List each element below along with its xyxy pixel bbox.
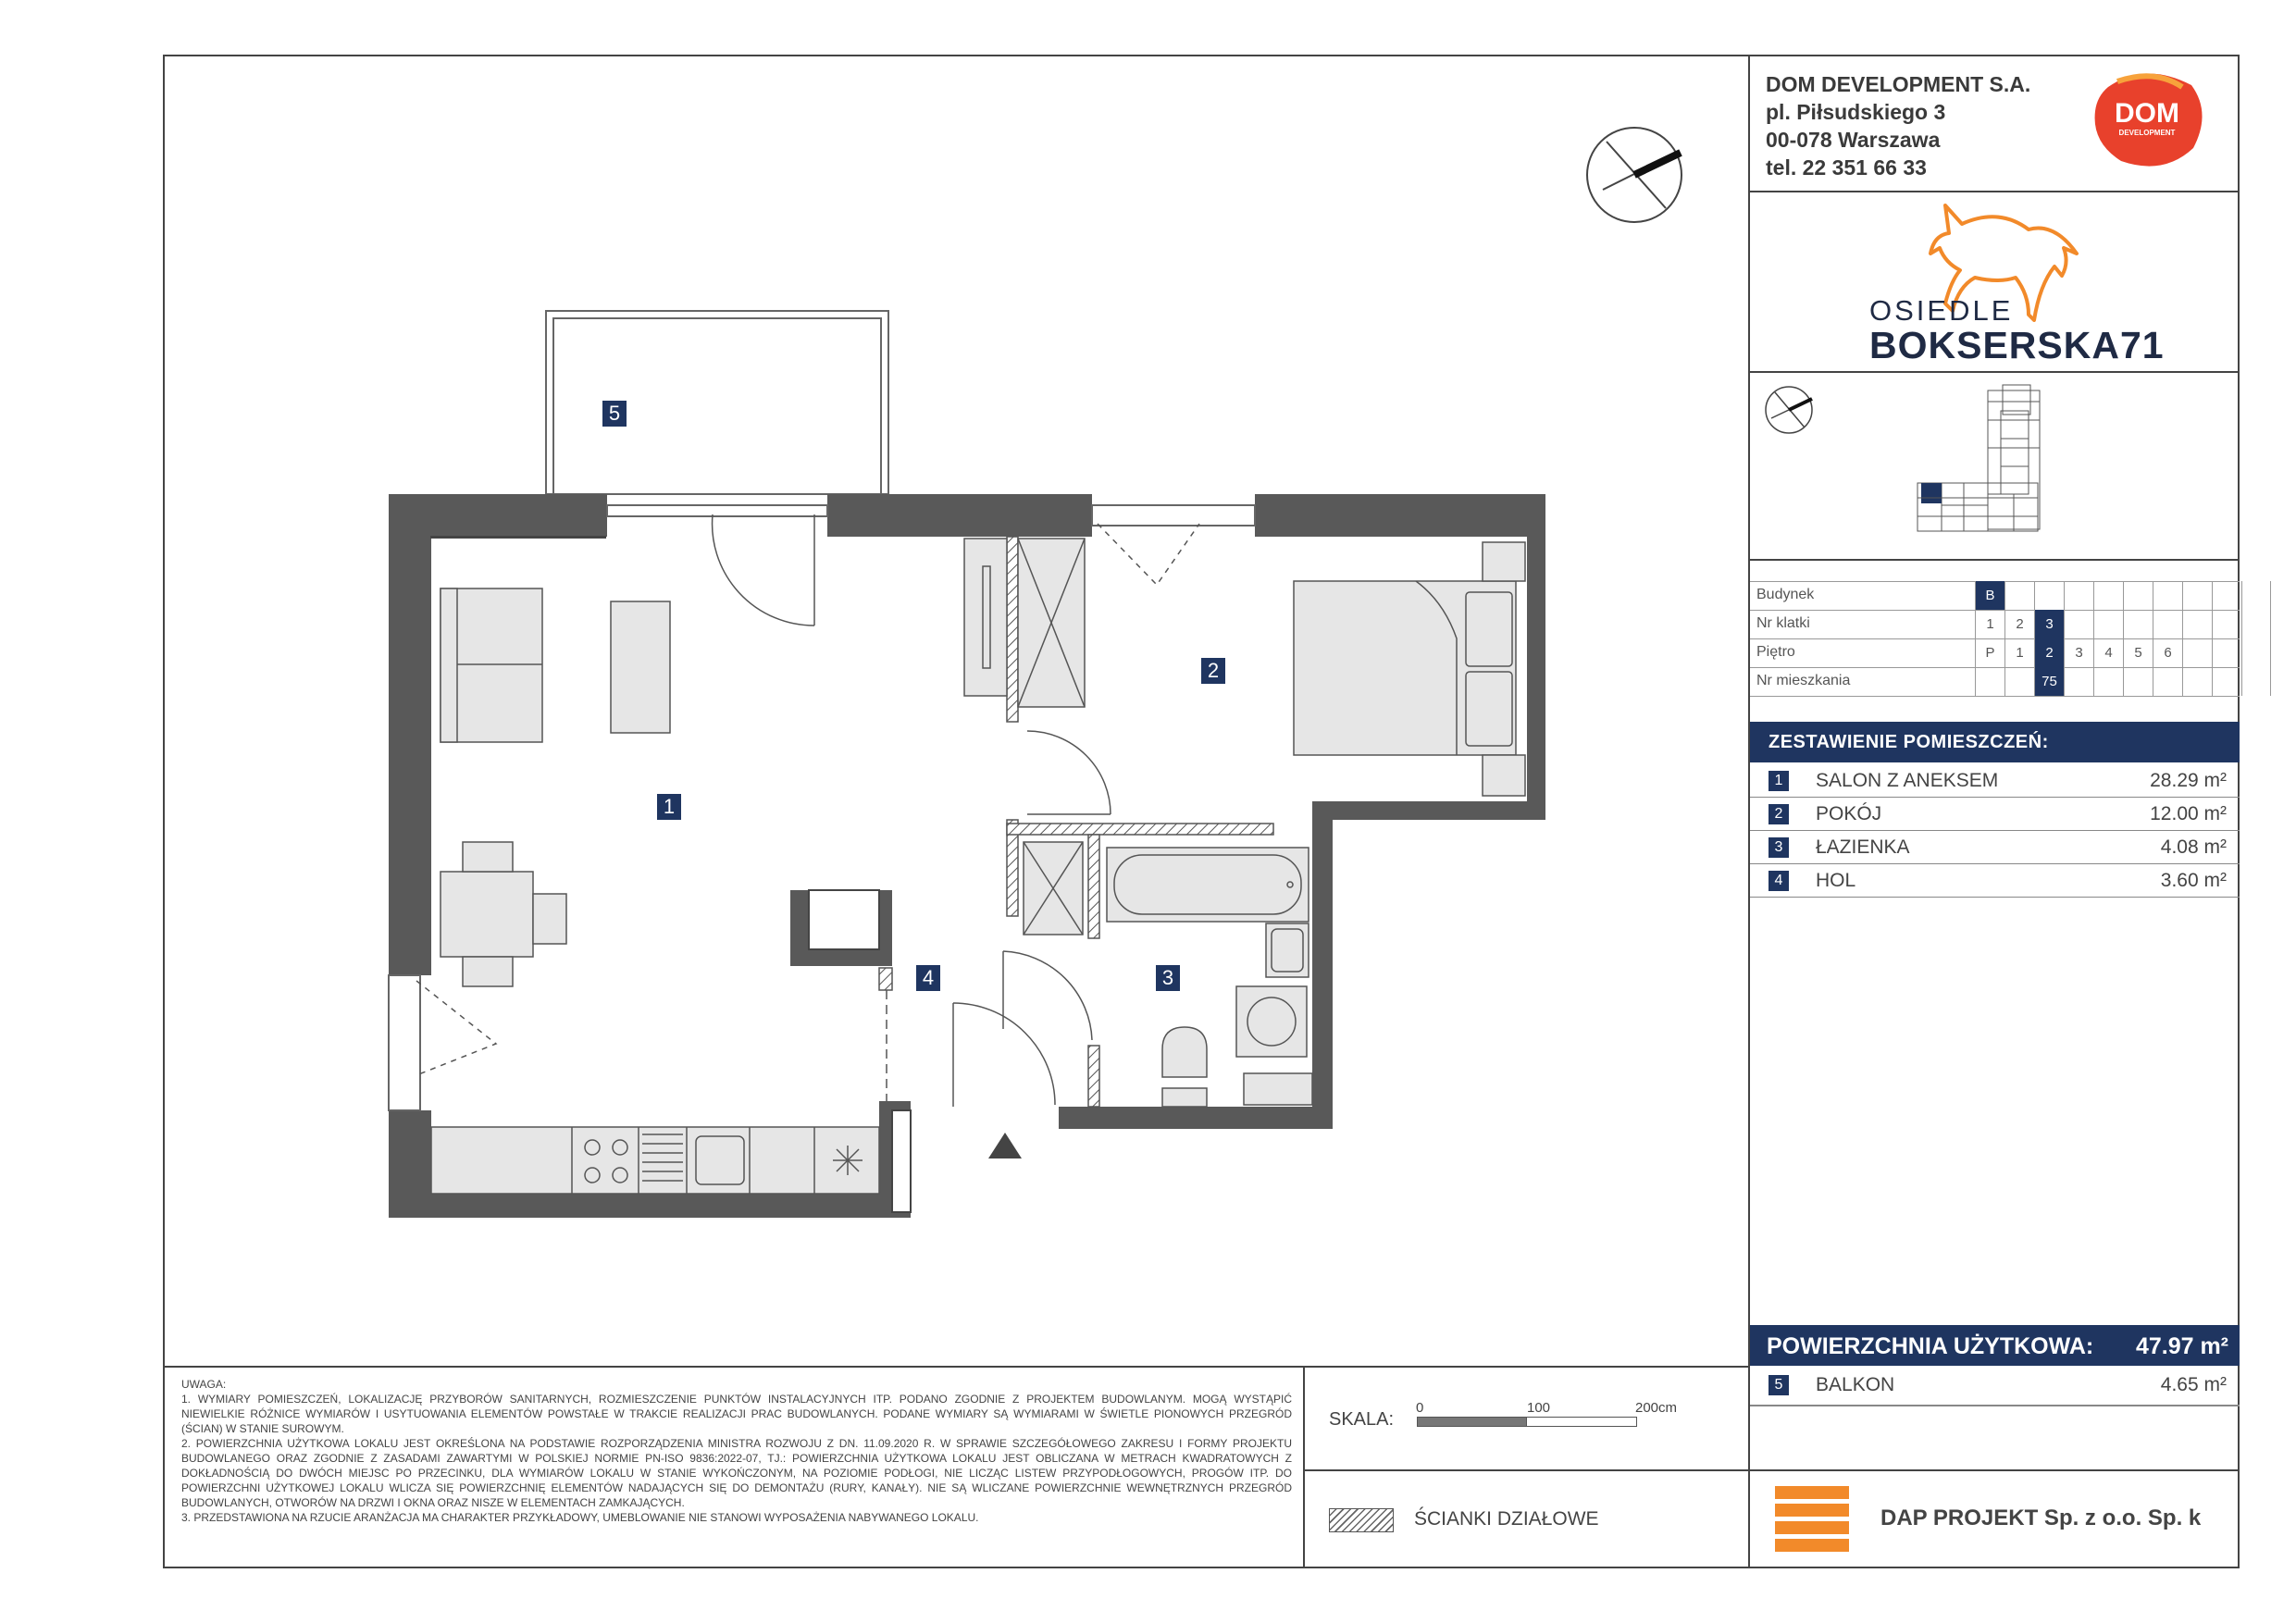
notes-divider <box>163 1366 1749 1368</box>
room-number: 4 <box>1769 871 1789 891</box>
balcony-area: 4.65 m² <box>2160 1374 2227 1395</box>
room-number: 2 <box>1769 804 1789 824</box>
table-cell <box>2182 667 2212 696</box>
table-cell <box>1975 667 2004 696</box>
table-cell <box>2004 667 2034 696</box>
balcony-number: 5 <box>1769 1375 1789 1395</box>
balcony-row <box>1750 1369 2240 1402</box>
room-row <box>1750 764 2240 798</box>
rooms-header-text: ZESTAWIENIE POMIESZCZEŃ: <box>1769 732 2049 752</box>
scale-bar-empty <box>1526 1417 1637 1427</box>
table-cell <box>2182 610 2212 638</box>
rooms-header <box>1750 722 2240 762</box>
table-cell <box>2064 610 2093 638</box>
table-cell <box>2212 581 2241 610</box>
scale-label: SKALA: <box>1329 1409 1395 1430</box>
table-label-pietro: Piętro <box>1756 644 1795 660</box>
notes-title: UWAGA: <box>181 1378 227 1391</box>
company-name: DOM DEVELOPMENT S.A. <box>1766 72 2031 96</box>
scale-bar-filled <box>1417 1417 1528 1427</box>
table-cell <box>2212 667 2241 696</box>
legend-partition-label: ŚCIANKI DZIAŁOWE <box>1414 1508 1599 1530</box>
bed <box>1294 542 1525 796</box>
scale-tick-200: 200cm <box>1635 1400 1678 1416</box>
room-name: ŁAZIENKA <box>1816 836 1910 858</box>
balcony-name: BALKON <box>1816 1374 1895 1395</box>
table-cell <box>2241 638 2271 667</box>
table-cell: P <box>1975 638 2004 667</box>
room-number: 1 <box>1769 771 1789 791</box>
dap-logo-icon <box>1775 1486 1849 1557</box>
project-number: 71 <box>2119 324 2165 366</box>
room-number: 3 <box>1769 837 1789 858</box>
designer-name: DAP PROJEKT Sp. z o.o. Sp. k <box>1880 1505 2202 1530</box>
table-cell: 3 <box>2034 610 2064 638</box>
table-cell <box>2093 667 2123 696</box>
scale-legend-divider <box>1303 1469 1749 1471</box>
plan-label-hall: 4 <box>916 965 940 991</box>
floor-plan <box>379 305 1555 1235</box>
room-name: HOL <box>1816 870 1856 891</box>
table-cell <box>2064 667 2093 696</box>
svg-text:DEVELOPMENT: DEVELOPMENT <box>2118 129 2176 137</box>
plan-label-living: 1 <box>657 794 681 820</box>
room-row <box>1750 831 2240 864</box>
svg-text:DOM: DOM <box>2115 98 2179 129</box>
table-cell <box>2241 667 2271 696</box>
project-name-line2 <box>1869 324 2165 367</box>
table-cell <box>2182 638 2212 667</box>
company-phone: tel. 22 351 66 33 <box>1766 155 1927 180</box>
total-area-value: 47.97 m² <box>2135 1333 2228 1359</box>
table-cell: 6 <box>2153 638 2182 667</box>
furniture-living <box>441 588 670 986</box>
bathroom-fixtures <box>1107 848 1312 1107</box>
dom-development-logo <box>2090 68 2206 170</box>
room-area: 3.60 m² <box>2160 870 2227 891</box>
table-cell: 3 <box>2064 638 2093 667</box>
balcony <box>546 311 888 494</box>
plan-label-bathroom: 3 <box>1156 965 1180 991</box>
room-area: 12.00 m² <box>2150 803 2227 824</box>
table-cell <box>2093 610 2123 638</box>
room-row <box>1750 798 2240 831</box>
table-cell <box>2123 667 2153 696</box>
table-cell: 2 <box>2034 638 2064 667</box>
total-area-label: POWIERZCHNIA UŻYTKOWA: <box>1767 1333 2094 1359</box>
sidebar-line-2 <box>1748 371 2240 373</box>
room-row <box>1750 864 2240 898</box>
table-cell <box>2241 610 2271 638</box>
table-cell <box>2153 581 2182 610</box>
total-area-bar <box>1750 1325 2240 1366</box>
wardrobes <box>964 539 1085 935</box>
compass-icon <box>1584 125 1684 229</box>
project-name-text: BOKSERSKA <box>1869 324 2120 366</box>
sidebar-line-3 <box>1748 559 2240 561</box>
table-cell <box>2123 581 2153 610</box>
room-area: 28.29 m² <box>2150 770 2227 791</box>
table-cell: 5 <box>2123 638 2153 667</box>
table-cell: 4 <box>2093 638 2123 667</box>
scale-tick-100: 100 <box>1527 1400 1551 1416</box>
project-name-line1: OSIEDLE <box>1869 294 2014 327</box>
plan-label-bedroom: 2 <box>1201 658 1225 684</box>
table-cell: B <box>1975 581 2004 610</box>
table-cell: 1 <box>1975 610 2004 638</box>
balcony-line <box>1750 1405 2240 1406</box>
table-cell <box>2153 667 2182 696</box>
table-cell <box>2004 581 2034 610</box>
table-cell: 2 <box>2004 610 2034 638</box>
table-label-mieszkanie: Nr mieszkania <box>1756 673 1851 688</box>
company-city: 00-078 Warszawa <box>1766 128 1941 152</box>
table-cell <box>2241 581 2271 610</box>
table-label-klatka: Nr klatki <box>1756 615 1810 631</box>
notes-block <box>181 1377 1292 1525</box>
table-cell <box>2034 581 2064 610</box>
table-line <box>1750 696 2240 697</box>
notes-scale-divider <box>1303 1366 1305 1568</box>
note-3: 3. PRZEDSTAWIONA NA RZUCIE ARANŻACJA MA CHARAKTER PRZYKŁADOWY, UMEBLOWANIE NIE STANOWI WYPOSAŻENIA NABYWANEGO LOKALU. <box>181 1511 979 1524</box>
table-cell <box>2212 638 2241 667</box>
room-name: SALON Z ANEKSEM <box>1816 770 1999 791</box>
compass-small-icon <box>1764 385 1814 440</box>
table-label-budynek: Budynek <box>1756 587 1815 602</box>
building-key-plan <box>1914 383 2062 554</box>
note-2: 2. POWIERZCHNIA UŻYTKOWA LOKALU JEST OKREŚLONA NA PODSTAWIE ROZPORZĄDZENIA MINISTRA ROZWOJU Z DN. 11.09.2020 R. W SPRAWIE SZCZEGÓŁOWEGO ZAKRESU I FORMY PROJEKTU BUDOWLANEGO ORAZ ZGODNIE Z ZASADAMI ZAWARTYMI W POLSKIEJ NORMIE PN-ISO 9836:2022-07, TJ.: POWIERZCHNIA UŻYTKOWA LOKALU JEST OBLICZANA W METRACH KWADRATOWYCH Z DOKŁADNOŚCIĄ DO DWÓCH MIEJSC PO PRZECINKU, DLA WYMIARÓW LOKALU W STANIE WYKOŃCZONYM, NA POZIOMIE PODŁOGI, NIE LICZĄC LISTEW PRZYPODŁOGOWYCH, PROGÓW ITP. DO POWIERZCHNI UŻYTKOWEJ LOKALU WLICZA SIĘ POWIERZCHNIĘ ELEMENTÓW NADAJĄCYCH SIĘ DO DEMONTAŻU (RURY, KANAŁY). NIE SĄ WLICZANE POWIERZCHNIE WEWNĘTRZNYCH PRZEGRÓD BUDOWLANYCH, OTWORÓW NA DRZWI I OKNA ORAZ NISZE W ELEMENTACH ZAMKAJĄCYCH. <box>181 1437 1292 1509</box>
note-1: 1. WYMIARY POMIESZCZEŃ, LOKALIZACJĘ PRZYBORÓW SANITARNYCH, ROZMIESZCZENIE PUNKTÓW INSTALACYJNYCH ITP. PODANO ZGODNIE Z PROJEKTEM BUDOWLANYM. MOGĄ WYSTĄPIĆ NIEWIELKIE RÓŻNICE WYMIARÓW I USYTUOWANIA ELEMENTÓW POWSTAŁE W TRAKCIE REALIZACJI PRAC BUDOWLANYCH. PODANE WYMIARY SĄ WYMIARAMI W ŚWIETLE PIONOWYCH PRZEGRÓD (ŚCIAN) W STANIE SUROWYM. <box>181 1393 1292 1435</box>
room-area: 4.08 m² <box>2160 836 2227 858</box>
table-cell <box>2153 610 2182 638</box>
kitchen-counter <box>431 1127 879 1194</box>
entrance-marker-icon <box>988 1133 1022 1158</box>
table-cell <box>2182 581 2212 610</box>
company-street: pl. Piłsudskiego 3 <box>1766 100 1946 124</box>
plan-label-balcony: 5 <box>602 401 627 427</box>
table-cell <box>2093 581 2123 610</box>
table-cell: 1 <box>2004 638 2034 667</box>
sidebar-line-1 <box>1748 191 2240 192</box>
table-cell <box>2064 581 2093 610</box>
sidebar-line-4 <box>1748 1469 2240 1471</box>
scale-tick-0: 0 <box>1416 1400 1424 1416</box>
table-cell: 75 <box>2034 667 2064 696</box>
table-cell <box>2212 610 2241 638</box>
room-name: POKÓJ <box>1816 803 1882 824</box>
table-cell <box>2123 610 2153 638</box>
company-address <box>1766 70 2030 181</box>
partition-hatch-swatch <box>1329 1508 1394 1532</box>
